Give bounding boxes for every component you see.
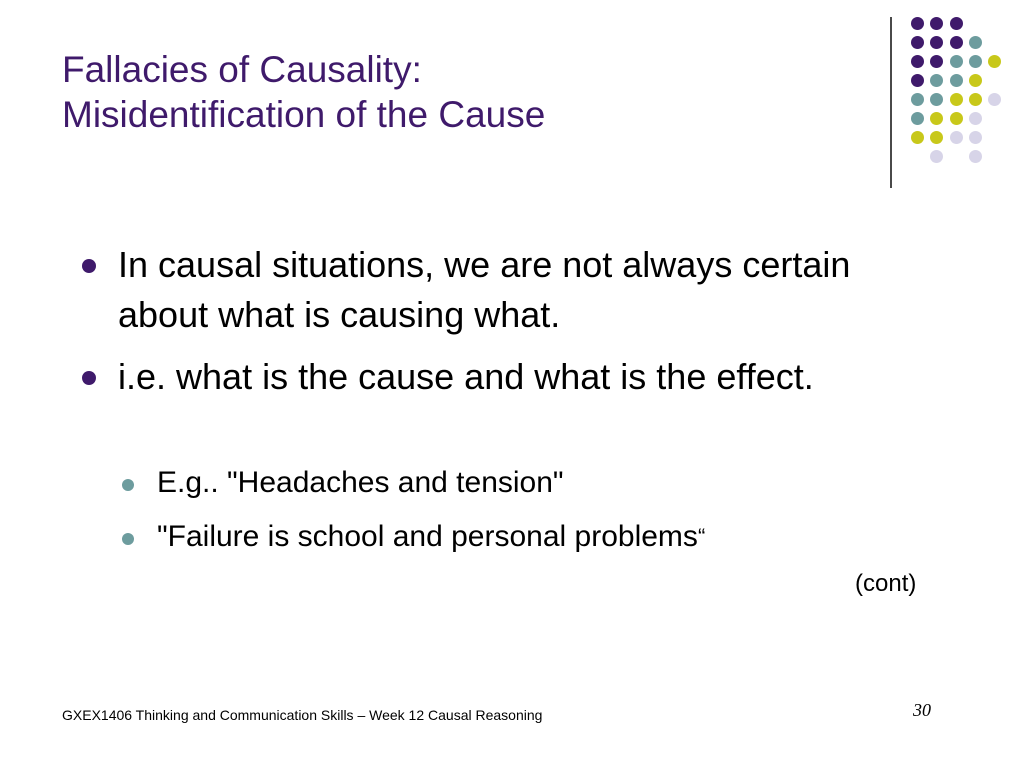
closing-quote-mark: “ <box>697 524 706 549</box>
bullet-dot-icon <box>82 371 96 385</box>
sub-bullet-item-2 <box>157 517 897 557</box>
bullet-item-1: In causal situations, we are not always certain about what is causing what. <box>118 244 851 335</box>
sub-bullet-item-2-text: "Failure is school and personal problems <box>157 520 698 553</box>
slide-title-line-2: Misidentification of the Cause <box>62 94 546 135</box>
sub-bullet-dot-icon <box>122 479 134 491</box>
bullet-item-2: i.e. what is the cause and what is the effect. <box>118 356 814 397</box>
continued-label: (cont) <box>855 570 917 597</box>
sub-bullet-item-1: E.g.. "Headaches and tension" <box>157 466 564 499</box>
slide-footer: GXEX1406 Thinking and Communication Skills – Week 12 Causal Reasoning <box>62 707 543 723</box>
bullet-dot-icon <box>82 259 96 273</box>
slide-title-line-1: Fallacies of Causality: <box>62 49 422 90</box>
sub-bullet-dot-icon <box>122 533 134 545</box>
page-number: 30 <box>913 700 931 720</box>
